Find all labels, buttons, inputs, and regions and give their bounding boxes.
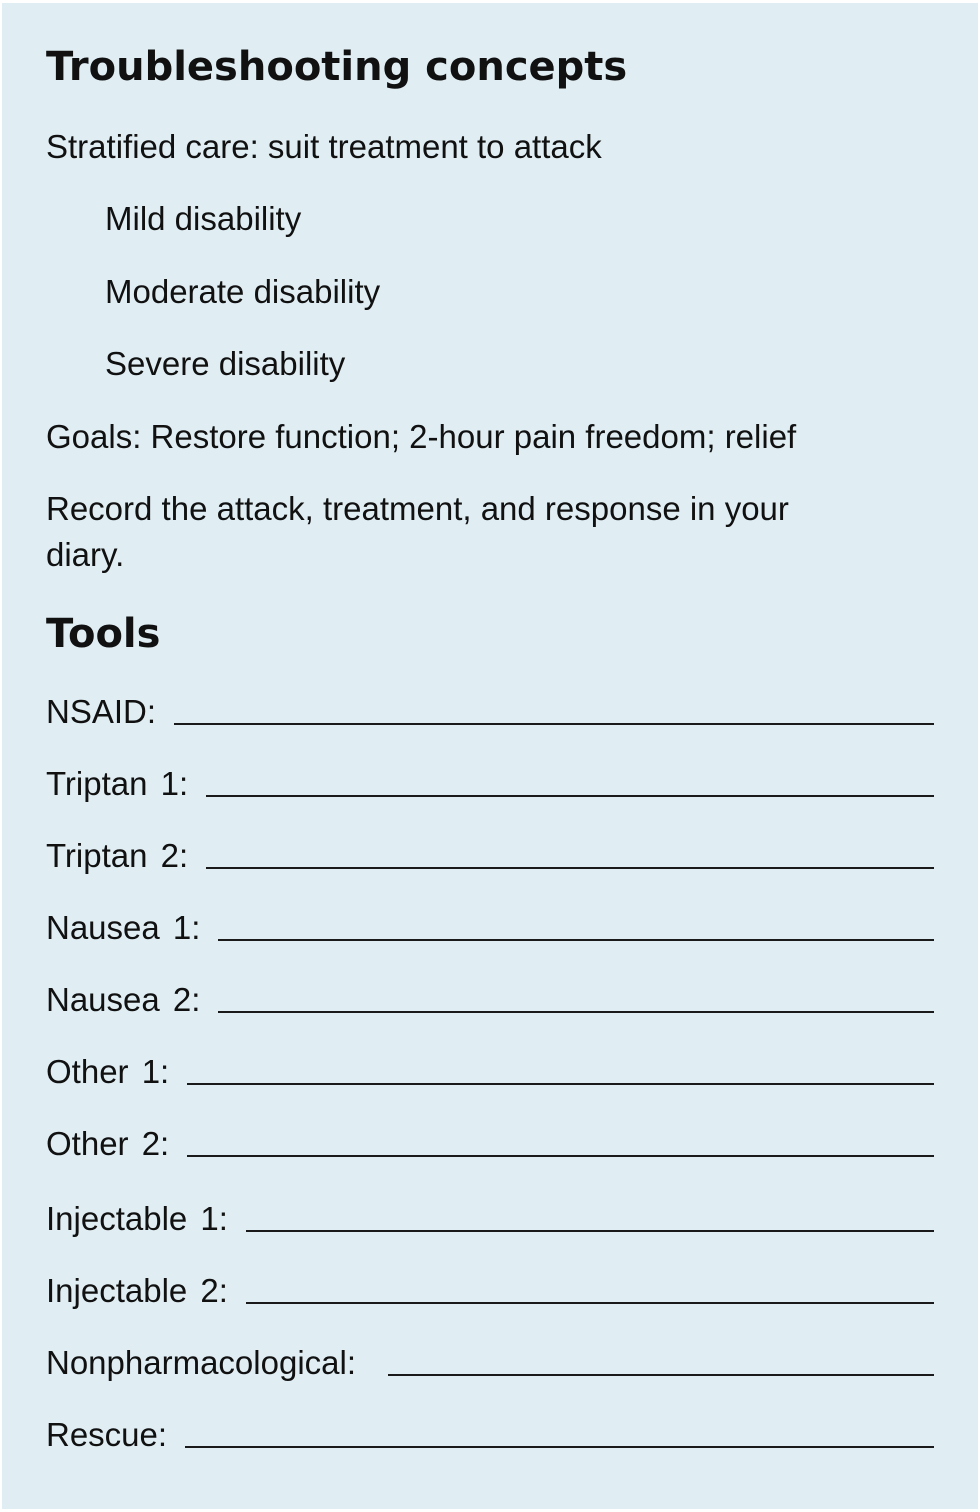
- concepts-heading: Troubleshooting concepts: [46, 44, 628, 90]
- tool-blank-line[interactable]: [218, 1011, 934, 1013]
- tool-label: Triptan 1:: [46, 765, 189, 802]
- tool-row-other-2: [46, 1121, 934, 1167]
- tool-blank-line[interactable]: [187, 1083, 934, 1085]
- tool-row-nonpharmacological: [46, 1340, 934, 1386]
- disability-level-moderate: Moderate disability: [105, 273, 381, 310]
- troubleshooting-panel: [2, 3, 978, 1509]
- tool-blank-line[interactable]: [246, 1302, 934, 1304]
- tool-blank-line[interactable]: [388, 1374, 934, 1376]
- tool-blank-line[interactable]: [185, 1446, 934, 1448]
- tool-label: NSAID:: [46, 693, 157, 730]
- record-text: Record the attack, treatment, and response in your diary.: [46, 490, 789, 573]
- tool-label: Nonpharmacological:: [46, 1344, 357, 1381]
- disability-level-severe: Severe disability: [105, 345, 346, 382]
- goals-text: Goals: Restore function; 2-hour pain freedom; relief: [46, 418, 797, 455]
- tool-row-rescue: [46, 1412, 934, 1458]
- tool-label: Nausea 1:: [46, 909, 201, 946]
- tool-row-nausea-2: [46, 977, 934, 1023]
- tool-label: Triptan 2:: [46, 837, 189, 874]
- tool-row-injectable-1: [46, 1196, 934, 1242]
- tool-blank-line[interactable]: [246, 1230, 934, 1232]
- tool-row-nausea-1: [46, 905, 934, 951]
- tool-row-injectable-2: [46, 1268, 934, 1314]
- tool-row-triptan-1: [46, 761, 934, 807]
- tool-label: Injectable 2:: [46, 1272, 228, 1309]
- tool-blank-line[interactable]: [218, 939, 934, 941]
- tool-label: Injectable 1:: [46, 1200, 228, 1237]
- tool-label: Nausea 2:: [46, 981, 201, 1018]
- tool-blank-line[interactable]: [206, 795, 934, 797]
- tool-blank-line[interactable]: [206, 867, 934, 869]
- tool-row-nsaid: [46, 689, 934, 735]
- tool-label: Other 1:: [46, 1053, 170, 1090]
- tool-blank-line[interactable]: [174, 723, 934, 725]
- tool-row-triptan-2: [46, 833, 934, 879]
- tool-row-other-1: [46, 1049, 934, 1095]
- tool-label: Rescue:: [46, 1416, 168, 1453]
- tool-label: Other 2:: [46, 1125, 170, 1162]
- tools-heading: Tools: [46, 611, 161, 657]
- disability-level-mild: Mild disability: [105, 200, 302, 237]
- tool-blank-line[interactable]: [187, 1155, 934, 1157]
- stratified-care-text: Stratified care: suit treatment to attack: [46, 128, 602, 165]
